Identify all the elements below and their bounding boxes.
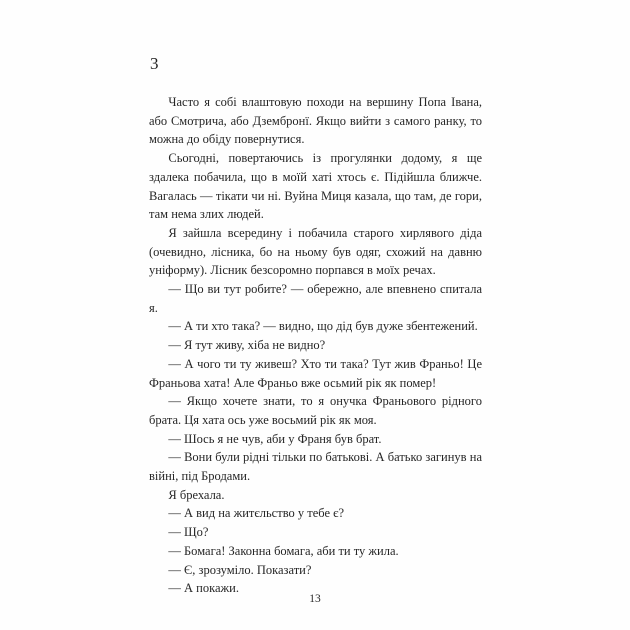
paragraph: — Шось я не чув, аби у Франя був брат. <box>168 431 382 446</box>
paragraph: — А вид на житєльство у тебе є? <box>168 506 345 521</box>
paragraph: — Що? <box>168 525 209 540</box>
chapter-number: 3 <box>150 54 159 73</box>
paragraph: Часто я собі влаштовую походи на вершину Попа Івана, або Смотрича, або Дзембронї. Якщо вийти з самого ранку, то можна до обіду повернутися. <box>149 95 482 147</box>
paragraph: — Я тут живу, хіба не видно? <box>168 338 326 353</box>
paragraph: — Вони були рідні тільки по батькові. А батько загинув на війні, під Бродами. <box>149 450 482 484</box>
paragraph: — А ти хто така? — видно, що дід був дуже збентежений. <box>168 319 478 334</box>
paragraph: — Є, зрозуміло. Показати? <box>168 562 312 577</box>
body-text <box>149 93 482 598</box>
paragraph: — А чого ти ту живеш? Хто ти така? Тут жив Франьо! Це Франьова хата! Але Франьо вже осьмий рік як помер! <box>149 356 482 390</box>
paragraph: — Бомага! Законна бомага, аби ти ту жила. <box>168 543 399 558</box>
paragraph: — Якщо хочете знати, то я онучка Франьового рідного брата. Ця хата ось уже восьмий рік як моя. <box>149 394 482 427</box>
paragraph: Я брехала. <box>168 487 225 502</box>
paragraph: — Що ви тут робите? — обережно, але впевнено спитала я. <box>149 282 482 315</box>
paragraph: Сьогодні, повертаючись із прогулянки додому, я ще здалека побачила, що в моїй хаті хтось є. Підійшла ближче. Вагалась — тікати чи ні. Вуйна Миця казала, що там, де гори, там нема злих людей. <box>149 151 482 222</box>
paragraph: Я зайшла всередину і побачила старого хирлявого діда (очевидно, лісника, бо на ньому був одяг, схожий на давню уніформу). Лісник безсоромно порпався в моїх речах. <box>149 225 482 278</box>
page-number: 13 <box>309 593 321 605</box>
paragraph: — А покажи. <box>168 581 239 596</box>
